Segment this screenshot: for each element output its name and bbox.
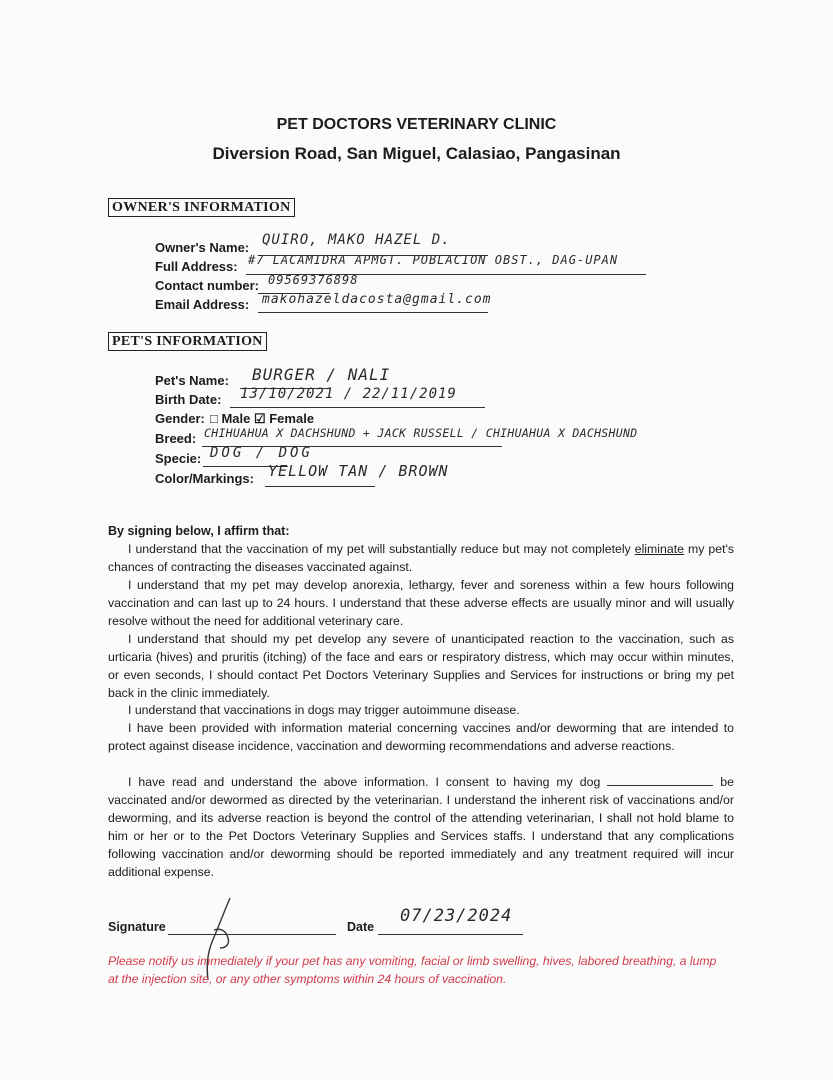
affirmation-paragraph-2: I understand that my pet may develop anorexia, lethargy, fever and soreness within a few hours following vaccination and can last up to 24 hours. I understand that these adverse effects are usually minor and will usually resolve without the need for additional veterinary care.: [108, 578, 734, 628]
p6-text-a: I have read and understand the above information. I consent to having my dog: [128, 775, 608, 789]
email-address-label: Email Address:: [155, 297, 250, 312]
gender-label: Gender:: [155, 411, 205, 426]
email-address-value: makohazeldacosta@gmail.com: [262, 292, 492, 307]
contact-number-label: Contact number:: [155, 278, 259, 293]
p1-underlined-word: eliminate: [634, 542, 684, 556]
owner-section-heading: OWNER'S INFORMATION: [108, 198, 295, 217]
email-address-line: [258, 312, 488, 313]
affirmation-paragraph-5: I have been provided with information material concerning vaccines and/or deworming that are intended to protect against disease incidence, vaccination and deworming recommendations and adverse reactions.: [108, 721, 734, 753]
affirmation-paragraph-4: I understand that vaccinations in dogs may trigger autoimmune disease.: [128, 703, 520, 717]
date-line: [378, 934, 523, 935]
affirmation-heading: By signing below, I affirm that:: [108, 524, 290, 538]
contact-number-value: 09569376898: [268, 273, 359, 287]
breed-label: Breed:: [155, 431, 197, 446]
signature-label: Signature: [108, 920, 166, 934]
affirmation-paragraph-6: [108, 774, 734, 881]
owner-name-value: QUIRO, MAKO HAZEL D.: [262, 232, 451, 248]
pet-name-value: BURGER / NALI: [252, 365, 391, 384]
color-markings-value: YELLOW TAN / BROWN: [268, 462, 449, 480]
affirmation-paragraph-3: I understand that should my pet develop any severe of unanticipated reaction to the vaccination, such as urticaria (hives) and pruritis (itching) of the face and ears or respiratory distress, which may occur within minutes, or even seconds, I should contact Pet Doctors Veterinary Supplies and Services for instructions or bring my pet back in the clinic immediately.: [108, 632, 734, 700]
gender-options: □ Male ☑ Female: [210, 411, 315, 426]
clinic-address: Diversion Road, San Miguel, Calasiao, Pangasinan: [212, 144, 621, 163]
affirmation-paragraph-1: [108, 541, 734, 577]
dog-name-blank: [607, 775, 713, 786]
birth-date-label: Birth Date:: [155, 392, 222, 407]
owner-name-label: Owner's Name:: [155, 240, 250, 255]
breed-value: CHIHUAHUA X DACHSHUND + JACK RUSSELL / CHIHUAHUA X DACHSHUND: [204, 426, 638, 440]
color-markings-label: Color/Markings:: [155, 471, 254, 486]
clinic-name: PET DOCTORS VETERINARY CLINIC: [276, 116, 557, 133]
p1-text-b: my pet's chances of contracting the diseases vaccinated against.: [108, 542, 734, 574]
red-notice: Please notify us immediately if your pet has any vomiting, facial or limb swelling, hives, labored breathing, a lump at the injection site, or any other symptoms within 24 hours of vaccination.: [108, 954, 717, 986]
date-value: 07/23/2024: [400, 906, 513, 926]
p6-text-b: be vaccinated and/or dewormed as directed by the veterinarian. I understand the inherent risk of vaccinations and/or deworming, and its adverse reaction is beyond the control of the attending veterinarian, I shall not hold blame to him or her or to the Pet Doctors Veterinary Supplies and Services staffs. I understand that any complications following vaccination and/or deworming should be reported immediately and any treatment required will incur additional expense.: [108, 775, 734, 879]
birth-date-value: 13/10/2021 / 22/11/2019: [240, 386, 457, 402]
color-markings-line: [265, 486, 375, 487]
p1-text-a: I understand that the vaccination of my pet will substantially reduce but may not completely: [128, 542, 635, 556]
date-label: Date: [347, 920, 375, 934]
pet-section-heading: PET'S INFORMATION: [108, 332, 267, 351]
specie-value: DOG / DOG: [210, 445, 313, 461]
pet-name-label: Pet's Name:: [155, 373, 229, 388]
full-address-label: Full Address:: [155, 259, 238, 274]
birth-date-line: [230, 407, 485, 408]
specie-label: Specie:: [155, 451, 202, 466]
full-address-value: #7 LACAMIDRA APMGT. POBLACION OBST., DAG-UPAN: [248, 253, 619, 267]
